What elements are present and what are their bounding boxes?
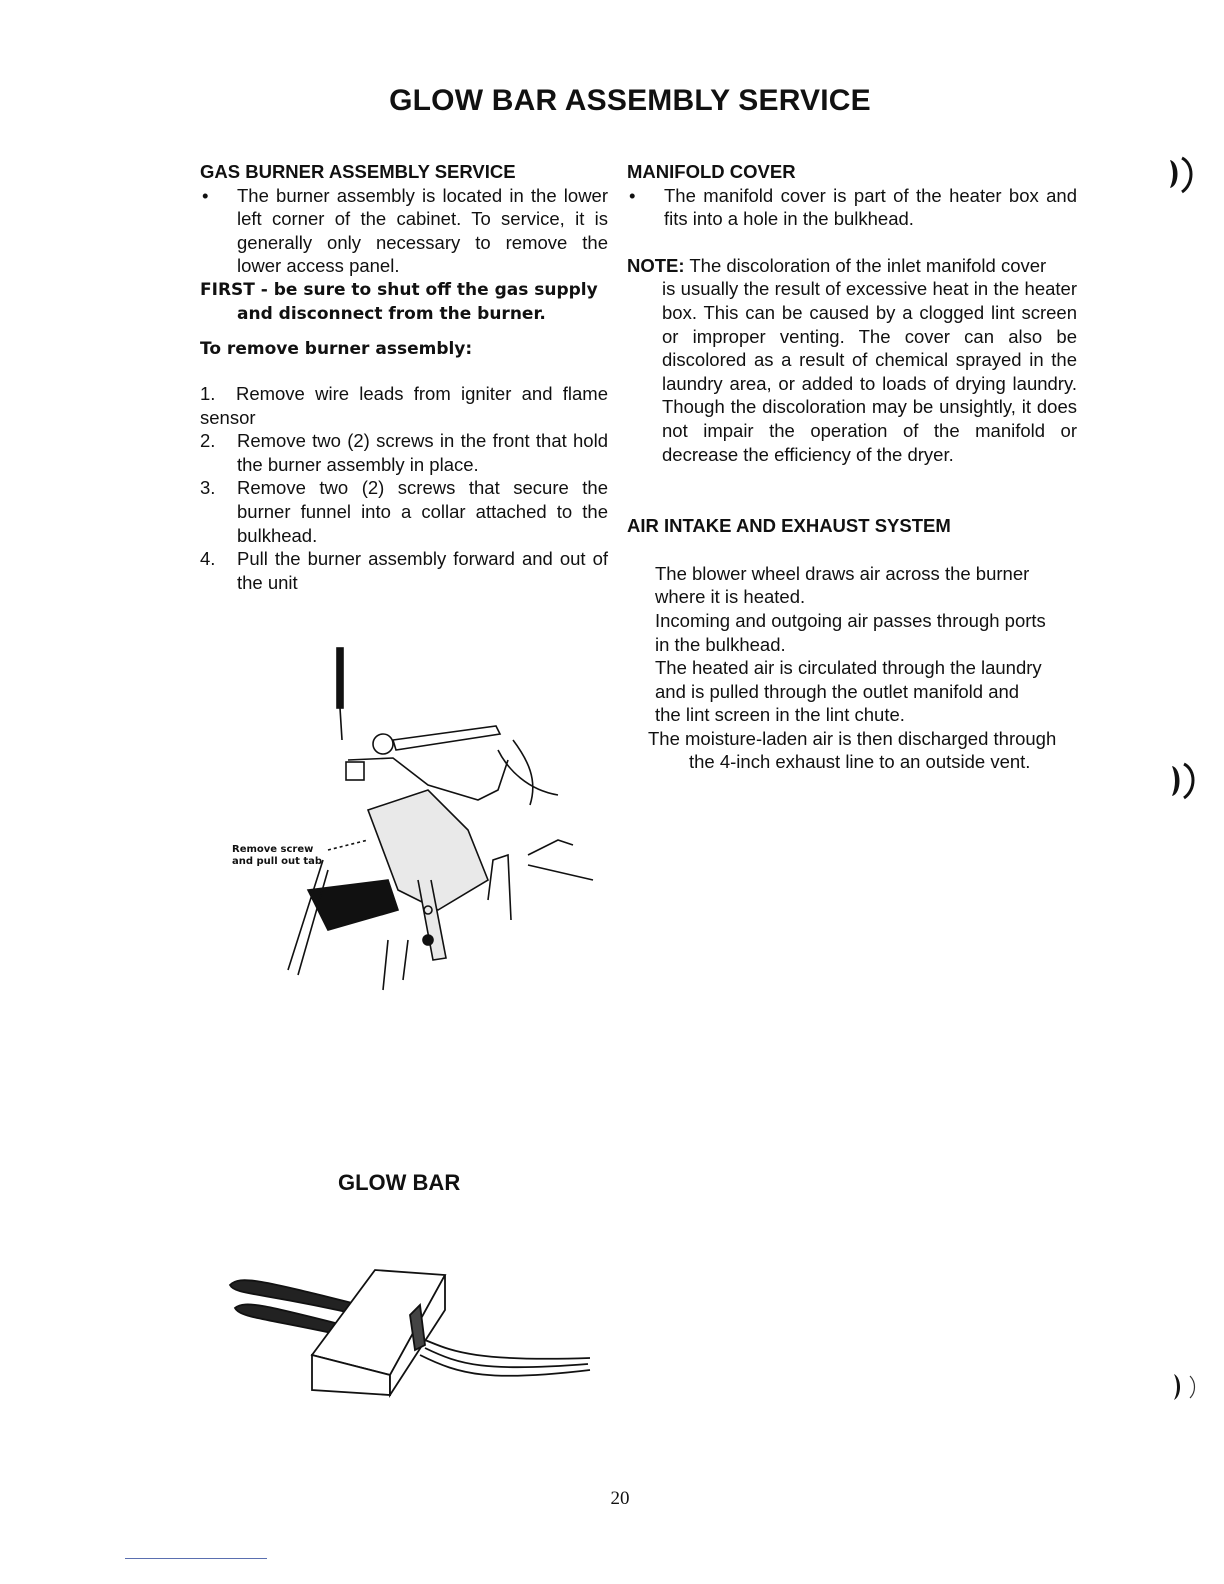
bullet-dot: •	[629, 184, 636, 206]
note-label: NOTE:	[627, 254, 685, 276]
diagram-drum-edge	[513, 740, 533, 805]
air-line: The heated air is circulated through the laundry	[655, 657, 1042, 679]
gas-burner-heading: GAS BURNER ASSEMBLY SERVICE	[200, 161, 516, 182]
diagram-bracket-right	[488, 855, 511, 920]
diagram-bracket	[393, 726, 500, 750]
glow-bar-diagram	[220, 1250, 600, 1400]
diagram-screw	[373, 734, 393, 754]
diagram-screwdriver-shaft	[340, 708, 342, 740]
step-num: 1.	[200, 382, 216, 404]
diagram-clip	[346, 762, 364, 780]
note-first-line	[627, 254, 1077, 278]
warning-line2: and disconnect from the burner.	[237, 303, 546, 324]
diagram-leader-line	[328, 840, 368, 850]
step-text: Remove wire leads from igniter and flame sensor	[200, 382, 608, 428]
note-body: is usually the result of excessive heat in the heater box. This can be caused by a clogged lint screen or improper venting. The cover can also be discolored as a result of chemical sprayed in the laundry area, or added to loads of drying laundry. Though the discoloration may be unsightly, it does not impair the operation of the manifold or decrease the efficiency of the dryer.	[662, 278, 1077, 465]
binder-mark-icon	[1170, 1368, 1206, 1404]
step-text: Pull the burner assembly forward and out of the unit	[237, 548, 608, 593]
air-line: the lint screen in the lint chute.	[655, 704, 905, 726]
step-1	[200, 382, 608, 429]
glow-bar-lead-upper	[425, 1340, 590, 1359]
bullet-dot: •	[202, 184, 209, 206]
discoloration-note	[627, 254, 1077, 466]
callout-line2: and pull out tab	[232, 856, 323, 867]
step-num: 2.	[200, 430, 216, 452]
right-column	[627, 160, 1077, 774]
step-num: 3.	[200, 477, 216, 499]
left-column	[200, 160, 608, 594]
diagram-mount-screw	[423, 935, 433, 945]
page-title: GLOW BAR ASSEMBLY SERVICE	[389, 84, 871, 117]
bullet-text: The burner assembly is located in the lower left corner of the cabinet. To service, it is generally only necessary to remove the lower access panel.	[237, 184, 608, 277]
air-line: The blower wheel draws air across the burner	[655, 562, 1030, 584]
page-number: 20	[610, 1488, 630, 1509]
binder-mark-icon	[1166, 756, 1206, 804]
diagram-burner-tube	[308, 880, 398, 930]
footer-rule	[125, 1558, 267, 1559]
air-line: The moisture-laden air is then discharged through	[648, 727, 1057, 749]
remove-heading: To remove burner assembly:	[200, 338, 473, 359]
step-3	[200, 476, 608, 547]
step-num: 4.	[200, 548, 216, 570]
air-line: where it is heated.	[655, 586, 806, 608]
air-line: Incoming and outgoing air passes through ports	[655, 609, 1046, 631]
air-line: and is pulled through the outlet manifold and	[655, 680, 1020, 702]
glow-bar-caption: GLOW BAR	[338, 1170, 461, 1195]
step-text: Remove two (2) screws in the front that hold the burner assembly in place.	[237, 430, 608, 475]
note-first-text: The discoloration of the inlet manifold cover	[689, 254, 1047, 276]
bullet-text: The manifold cover is part of the heater box and fits into a hole in the bulkhead.	[664, 184, 1077, 230]
air-intake-text	[627, 562, 1077, 774]
diagram-bulkhead-edge	[528, 840, 593, 880]
step-4	[200, 547, 608, 594]
diagram-screwdriver	[337, 648, 343, 708]
step-text: Remove two (2) screws that secure the burner funnel into a collar attached to the bulkhead.	[237, 477, 608, 546]
air-line: the 4-inch exhaust line to an outside vent.	[689, 751, 1031, 773]
diagram-fan	[498, 750, 558, 795]
step-2	[200, 429, 608, 476]
manifold-bullet	[627, 184, 1077, 231]
safety-warning	[200, 278, 608, 326]
air-line: in the bulkhead.	[655, 633, 786, 655]
callout-line1: Remove screw	[232, 844, 314, 855]
burner-location-bullet	[200, 184, 608, 278]
air-intake-heading: AIR INTAKE AND EXHAUST SYSTEM	[627, 515, 951, 537]
warning-line1: FIRST - be sure to shut off the gas supply	[200, 279, 598, 300]
diagram-frame-bottom	[383, 940, 408, 990]
removal-steps	[200, 382, 608, 594]
manifold-heading: MANIFOLD COVER	[627, 161, 796, 182]
diagram-callout	[232, 844, 322, 868]
burner-assembly-diagram	[228, 640, 598, 1000]
binder-mark-icon	[1164, 152, 1200, 196]
